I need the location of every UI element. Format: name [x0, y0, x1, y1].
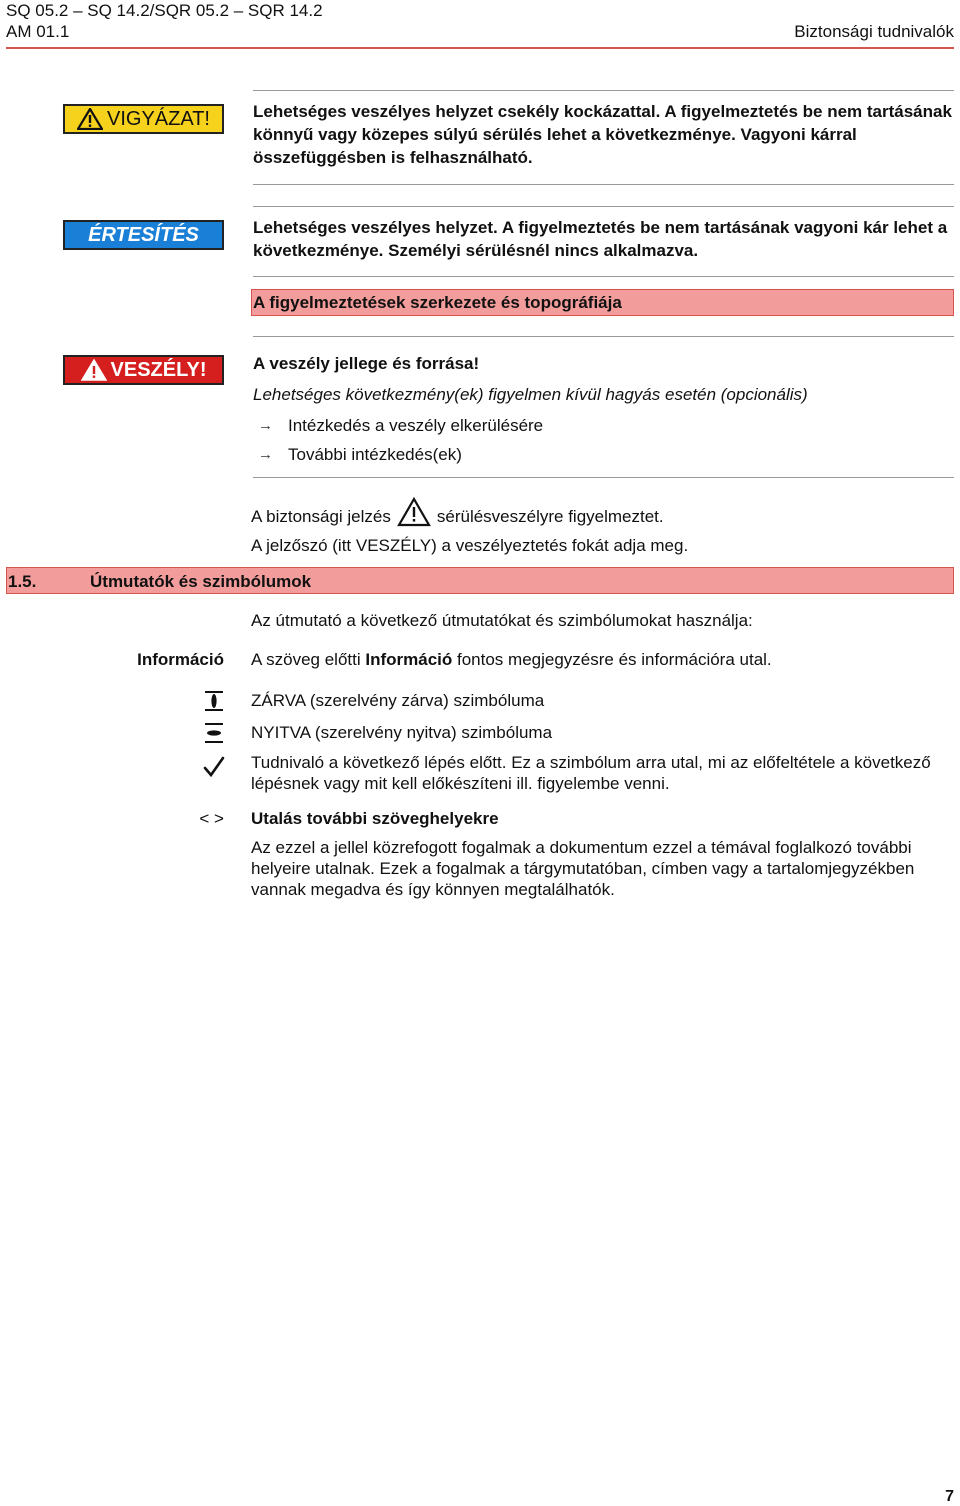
notice-signal-badge [63, 220, 224, 250]
section-number: 1.5. [8, 572, 37, 591]
arrow-right-icon: → [258, 446, 273, 463]
action-item [258, 443, 462, 466]
note-part2: sérülésveszélyre figyelmeztet. [436, 506, 664, 526]
action-text: Intézkedés a veszély elkerülésére [288, 416, 544, 435]
doc-title-line1: SQ 05.2 – SQ 14.2/SQR 05.2 – SQR 14.2 [6, 1, 323, 20]
caution-signal-badge [63, 104, 224, 134]
info-text-post: fontos megjegyzésre és információra utal. [457, 650, 772, 669]
open-valve-icon [203, 722, 225, 744]
info-text-pre: A szöveg előtti [251, 650, 361, 669]
section-heading: Útmutatók és szimbólumok [90, 572, 312, 591]
section-intro: Az útmutató a következő útmutatókat és szimbólumokat használja: [251, 611, 753, 630]
safety-symbol-note [251, 501, 664, 531]
consequence-line: Lehetséges következmény(ek) figyelmen kívül hagyás esetén (opcionális) [253, 385, 808, 404]
rule [253, 184, 954, 185]
action-item [258, 414, 543, 437]
notice-description: Lehetséges veszélyes helyzet. A figyelmeztetés be nem tartásának vagyoni kár lehet a következménye. Személyi sérülésnél nincs alkalmazva. [253, 218, 948, 260]
arrow-right-icon: → [258, 417, 273, 434]
page-number: 7 [945, 1488, 954, 1505]
section-title: Biztonsági tudnivalók [794, 22, 954, 41]
note-line2: A jelzőszó (itt VESZÉLY) a veszélyeztetés fokát adja meg. [251, 536, 689, 555]
rule [253, 276, 954, 277]
closed-symbol-text: ZÁRVA (szerelvény zárva) szimbóluma [251, 691, 545, 710]
rule [253, 206, 954, 207]
hazard-line: A veszély jellege és forrása! [253, 354, 480, 373]
warning-triangle-icon [81, 359, 107, 381]
closed-valve-icon [203, 690, 225, 712]
checkmark-icon [203, 756, 225, 778]
rule [253, 90, 954, 91]
danger-label: VESZÉLY! [110, 358, 207, 381]
info-text-bold: Információ [365, 650, 453, 669]
warning-triangle-icon [397, 497, 431, 527]
rule [253, 477, 954, 478]
reference-symbol: < > [199, 809, 224, 828]
note-part1: A biztonsági jelzés [251, 506, 391, 526]
structure-section-title: A figyelmeztetések szerkezete és topográfiája [253, 293, 622, 312]
caution-description: Lehetséges veszélyes helyzet csekély kockázattal. A figyelmeztetés be nem tartásának könnyű vagy közepes súlyú sérülés lehet a következménye. Vagyoni kárral összefüggésben is felhasználható. [253, 102, 952, 167]
rule [253, 336, 954, 337]
reference-title: Utalás további szöveghelyekre [251, 809, 499, 828]
info-label: Információ [137, 650, 224, 669]
danger-signal-badge [63, 355, 224, 385]
header-rule [6, 47, 954, 49]
reference-text: Az ezzel a jellel közrefogott fogalmak a dokumentum ezzel a témával foglalkozó további helyeire utalnak. Ezek a fogalmak a tárgymutatóban, címben vagy a tartalomjegyzékben vannak megadva és így könnyen megtalálhatók. [251, 838, 915, 899]
open-symbol-text: NYITVA (szerelvény nyitva) szimbóluma [251, 723, 553, 742]
action-text: További intézkedés(ek) [288, 445, 462, 464]
notice-label: ÉRTESÍTÉS [88, 223, 199, 246]
warning-triangle-icon [77, 108, 103, 130]
info-text [251, 648, 772, 671]
caution-label: VIGYÁZAT! [107, 107, 210, 130]
doc-title-line2: AM 01.1 [6, 22, 70, 41]
prerequisite-text: Tudnivaló a következő lépés előtt. Ez a szimbólum arra utal, mi az előfeltétele a következő lépésnek vagy mit kell előkészíteni ill. figyelembe venni. [251, 753, 931, 793]
